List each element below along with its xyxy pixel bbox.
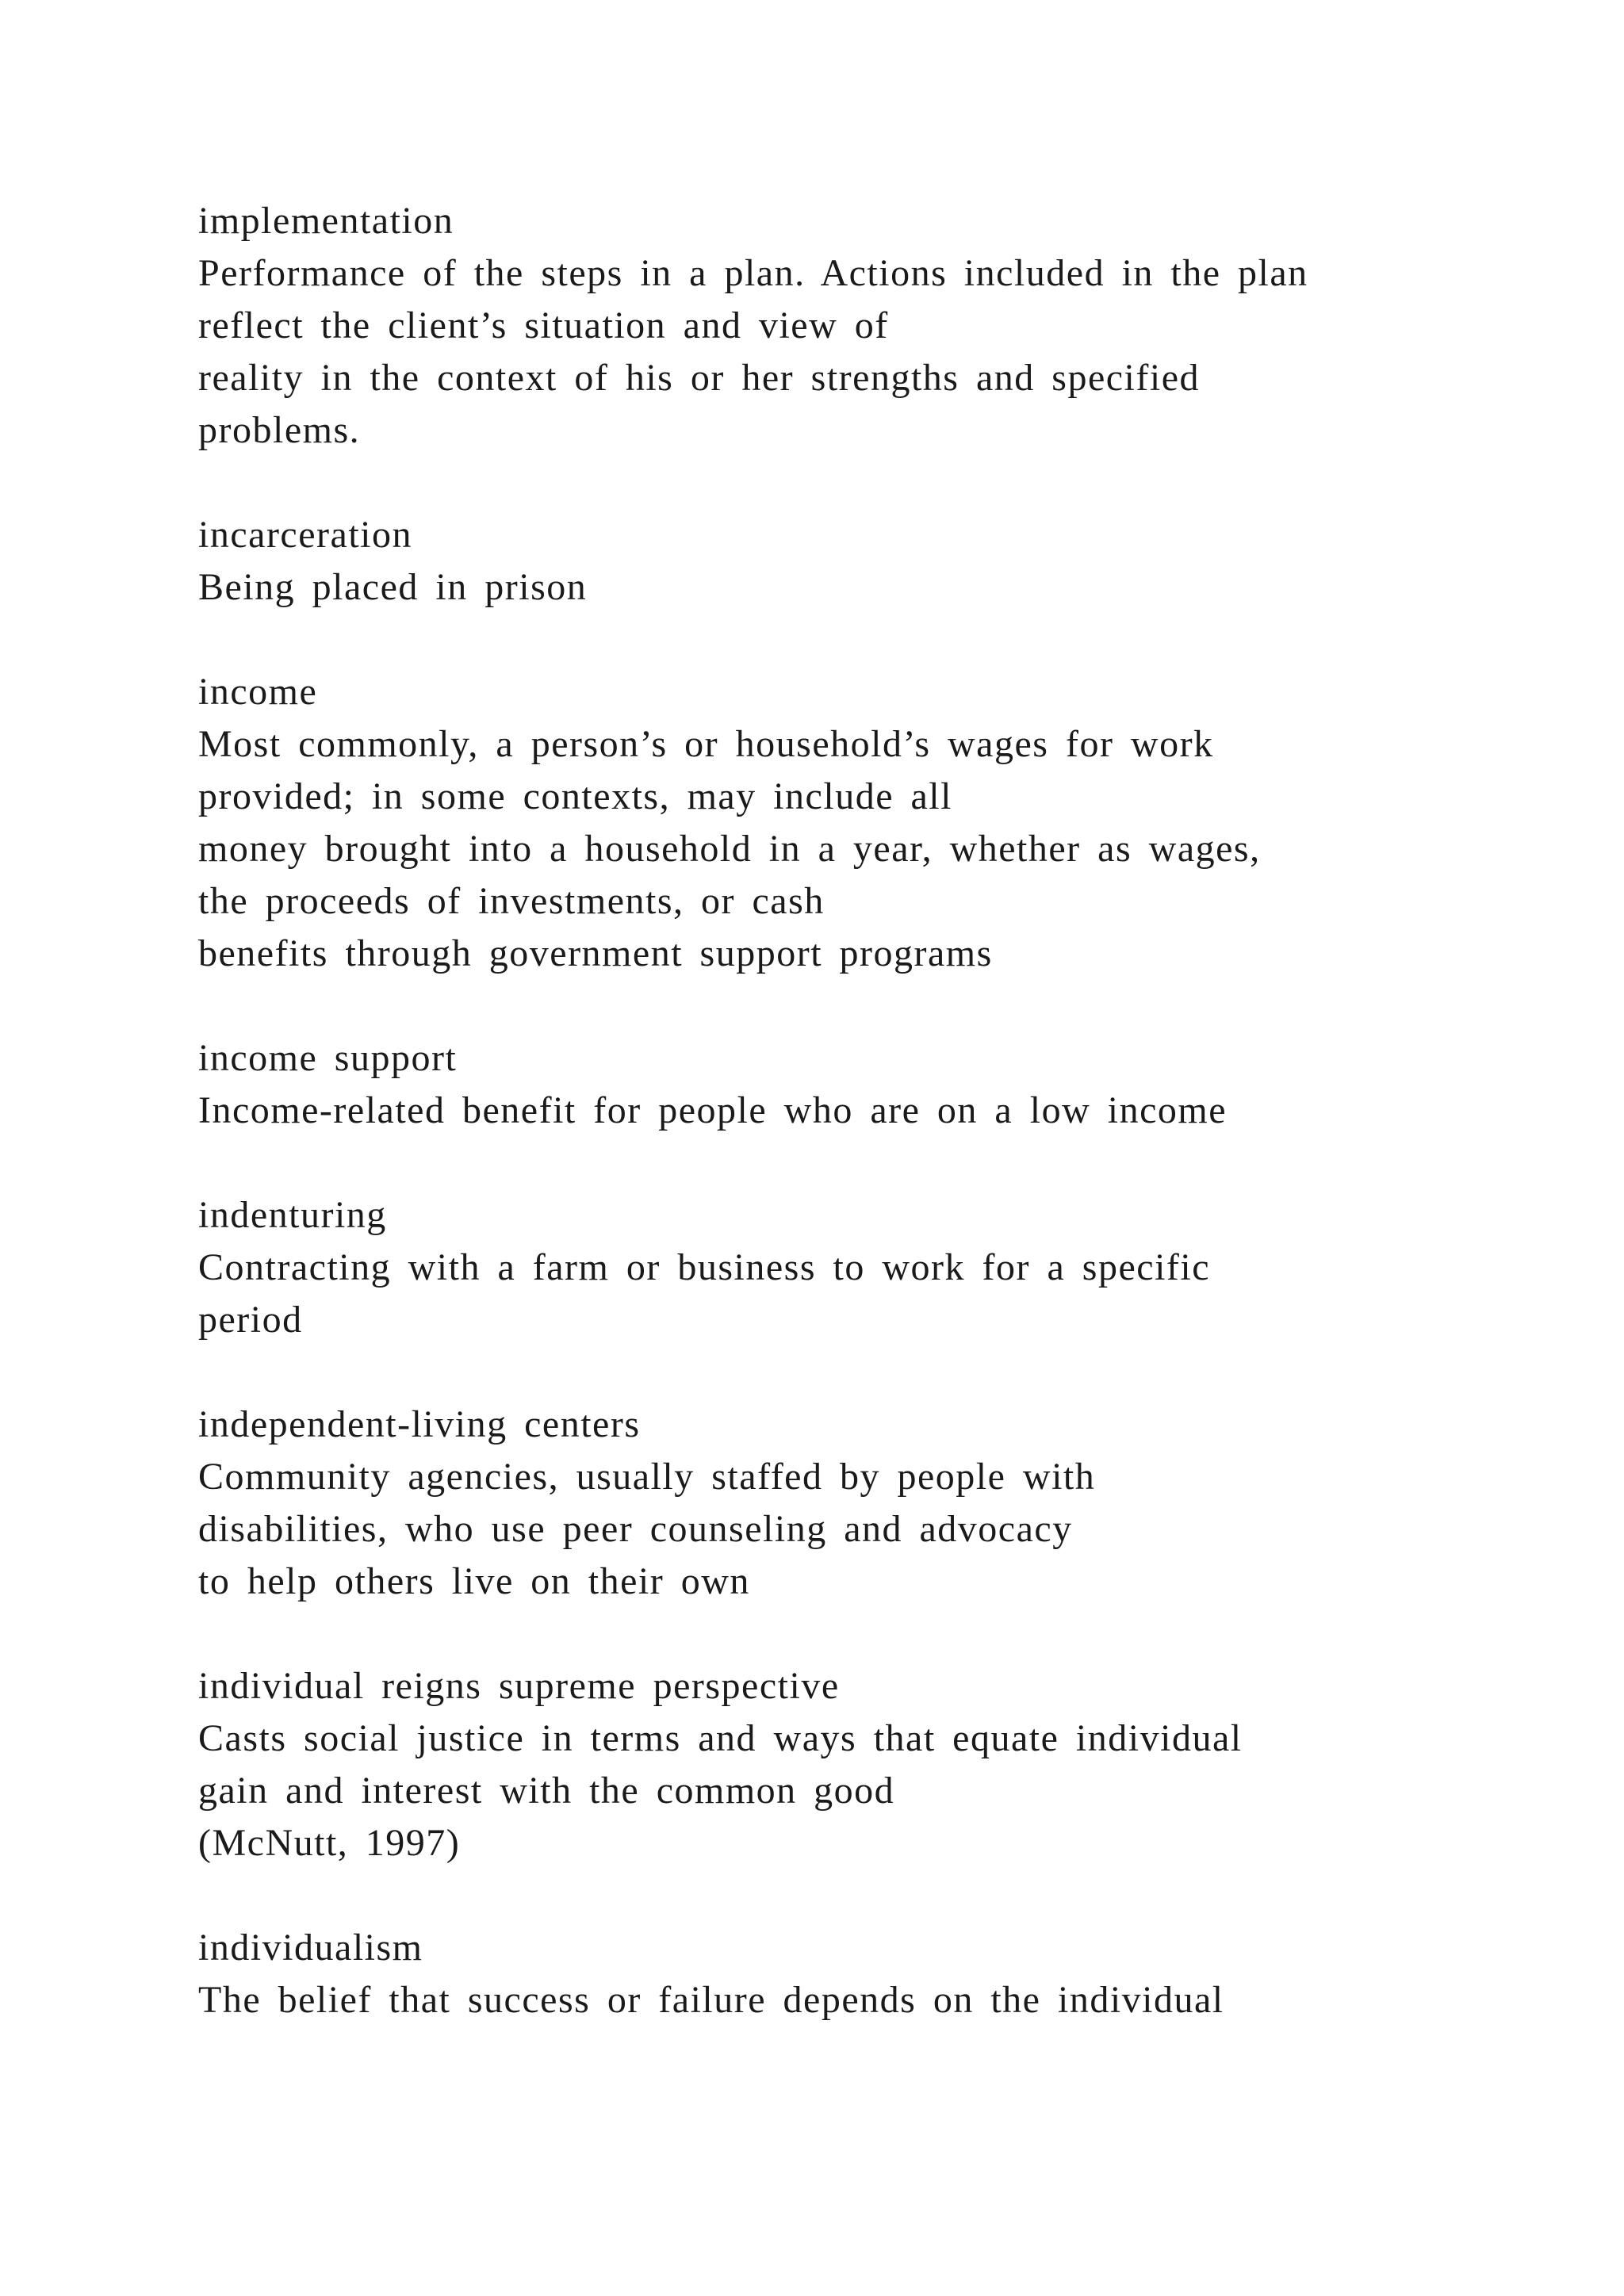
definition-line: provided; in some contexts, may include all [198,775,952,817]
glossary-term: individual reigns supreme perspective [198,1665,840,1707]
definition-line: reality in the context of his or her strengths and specified [198,357,1201,399]
glossary-term: income support [198,1037,458,1079]
glossary-term: indenturing [198,1194,387,1236]
glossary-entry-individualism [198,1922,1499,2026]
glossary-entry-income [198,666,1499,980]
definition-line: problems. [198,409,361,451]
definition-line: disabilities, who use peer counseling and advocacy [198,1508,1073,1550]
definition-line: Casts social justice in terms and ways that equate individual [198,1717,1243,1759]
definition-line: (McNutt, 1997) [198,1822,461,1864]
definition-line: reflect the client’s situation and view of [198,304,889,346]
glossary-entry-indenturing [198,1189,1499,1346]
definition-line: money brought into a household in a year, whether as wages, [198,828,1261,870]
definition-line: to help others live on their own [198,1560,750,1602]
glossary-term: income [198,671,318,713]
definition-line: benefits through government support programs [198,932,993,974]
glossary-entry-independent-living-centers [198,1399,1499,1608]
glossary-body [198,195,1499,2079]
definition-line: Income-related benefit for people who are on a low income [198,1089,1228,1131]
definition-line: Community agencies, usually staffed by people with [198,1456,1096,1498]
definition-line: Most commonly, a person’s or household’s wages for work [198,723,1214,765]
glossary-term: implementation [198,200,454,242]
glossary-entry-income-support [198,1032,1499,1137]
glossary-entry-incarceration [198,509,1499,614]
definition-line: the proceeds of investments, or cash [198,880,825,922]
glossary-term: incarceration [198,514,412,556]
glossary-term: independent-living centers [198,1403,641,1445]
glossary-entry-implementation [198,195,1499,457]
definition-line: period [198,1299,303,1341]
definition-line: gain and interest with the common good [198,1770,895,1812]
glossary-entry-individual-reigns-supreme [198,1660,1499,1869]
definition-line: Being placed in prison [198,566,588,608]
definition-line: The belief that success or failure depends on the individual [198,1979,1224,2021]
glossary-term: individualism [198,1927,423,1969]
definition-line: Performance of the steps in a plan. Actions included in the plan [198,252,1308,294]
definition-line: Contracting with a farm or business to work for a specific [198,1246,1211,1288]
